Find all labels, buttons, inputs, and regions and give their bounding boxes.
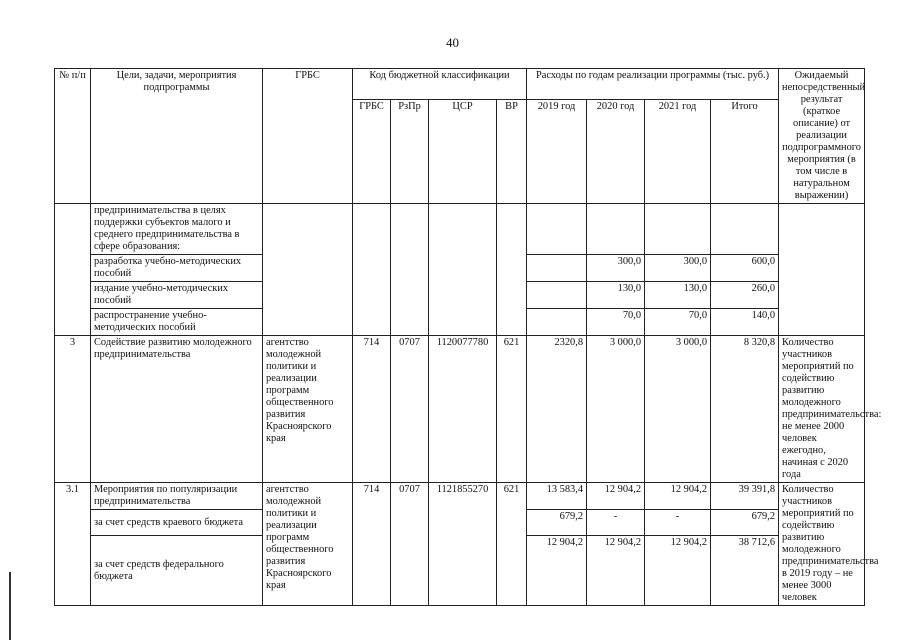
item-label: издание учебно-методических пособий (91, 282, 263, 309)
header-2020: 2020 год (587, 100, 645, 204)
margin-line (9, 572, 11, 640)
header-num: № п/п (55, 69, 91, 204)
continuation-vr (497, 204, 527, 336)
header-2019: 2019 год (527, 100, 587, 204)
row3-vr: 621 (497, 336, 527, 483)
row3-2019: 2320,8 (527, 336, 587, 483)
sub-2020: - (587, 510, 645, 536)
row3-2021: 3 000,0 (645, 336, 711, 483)
row3-result: Количество участников мероприятий по содействию развитию молодежного предпринимательства: не менее 2000 человек ежегодно, начиная с 2020 года (779, 336, 865, 483)
row31-vr: 621 (497, 483, 527, 606)
header-rzpr: РзПр (391, 100, 429, 204)
continuation-text: предпринимательства в целях поддержки субъектов малого и среднего предпринимательства в сфере образования: (91, 204, 263, 255)
row31-num: 3.1 (55, 483, 91, 606)
continuation-total (711, 204, 779, 255)
row31-grbs: агентство молодежной политики и реализации программ общественного развития Красноярского края (263, 483, 353, 606)
continuation-2021 (645, 204, 711, 255)
page-number: 40 (446, 35, 459, 50)
header-row-1 (55, 69, 865, 100)
header-grbs-code: ГРБС (353, 100, 391, 204)
header-total: Итого (711, 100, 779, 204)
row31-csr: 1121855270 (429, 483, 497, 606)
header-csr: ЦСР (429, 100, 497, 204)
continuation-result (779, 204, 865, 336)
item-label: распространение учебно-методических пособий (91, 309, 263, 336)
row3-code: 714 (353, 336, 391, 483)
continuation-code (353, 204, 391, 336)
item-2020: 130,0 (587, 282, 645, 309)
sub-2020: 12 904,2 (587, 536, 645, 606)
item-total: 260,0 (711, 282, 779, 309)
continuation-csr (429, 204, 497, 336)
row3-num: 3 (55, 336, 91, 483)
item-2019 (527, 309, 587, 336)
row31-result: Количество участников мероприятий по содействию развитию молодежного предпринимательства в 2019 году – не менее 3000 человек (779, 483, 865, 606)
continuation-2020 (587, 204, 645, 255)
sub-label: за счет средств федерального бюджета (91, 536, 263, 606)
header-2021: 2021 год (645, 100, 711, 204)
item-2021: 300,0 (645, 255, 711, 282)
row31-2020: 12 904,2 (587, 483, 645, 510)
sub-total: 38 712,6 (711, 536, 779, 606)
item-total: 600,0 (711, 255, 779, 282)
table-row (55, 336, 865, 483)
row3-grbs: агентство молодежной политики и реализации программ общественного развития Красноярского края (263, 336, 353, 483)
row3-total: 8 320,8 (711, 336, 779, 483)
program-table (54, 68, 882, 606)
sub-2019: 12 904,2 (527, 536, 587, 606)
row31-2019: 13 583,4 (527, 483, 587, 510)
item-2019 (527, 282, 587, 309)
row3-rzpr: 0707 (391, 336, 429, 483)
continuation-num (55, 204, 91, 336)
row3-name: Содействие развитию молодежного предпринимательства (91, 336, 263, 483)
item-2021: 70,0 (645, 309, 711, 336)
header-vr: ВР (497, 100, 527, 204)
item-label: разработка учебно-методических пособий (91, 255, 263, 282)
row3-2020: 3 000,0 (587, 336, 645, 483)
row31-name: Мероприятия по популяризации предпринимательства (91, 483, 263, 510)
item-2021: 130,0 (645, 282, 711, 309)
row31-total: 39 391,8 (711, 483, 779, 510)
row31-code: 714 (353, 483, 391, 606)
row3-csr: 1120077780 (429, 336, 497, 483)
header-bk-code: Код бюджетной классификации (353, 69, 527, 100)
item-2019 (527, 255, 587, 282)
header-goals: Цели, задачи, мероприятия подпрограммы (91, 69, 263, 204)
sub-2021: - (645, 510, 711, 536)
continuation-row (55, 204, 865, 255)
sub-total: 679,2 (711, 510, 779, 536)
item-total: 140,0 (711, 309, 779, 336)
sub-label: за счет средств краевого бюджета (91, 510, 263, 536)
continuation-grbs (263, 204, 353, 336)
header-result: Ожидаемый непосредственный результат (краткое описание) от реализации подпрограммного мероприятия (в том числе в натуральном выражении) (779, 69, 865, 204)
item-2020: 70,0 (587, 309, 645, 336)
row31-2021: 12 904,2 (645, 483, 711, 510)
continuation-rzpr (391, 204, 429, 336)
sub-2019: 679,2 (527, 510, 587, 536)
header-expenses: Расходы по годам реализации программы (тыс. руб.) (527, 69, 779, 100)
continuation-2019 (527, 204, 587, 255)
item-2020: 300,0 (587, 255, 645, 282)
row31-rzpr: 0707 (391, 483, 429, 606)
header-grbs: ГРБС (263, 69, 353, 204)
sub-2021: 12 904,2 (645, 536, 711, 606)
table-row (55, 483, 865, 510)
